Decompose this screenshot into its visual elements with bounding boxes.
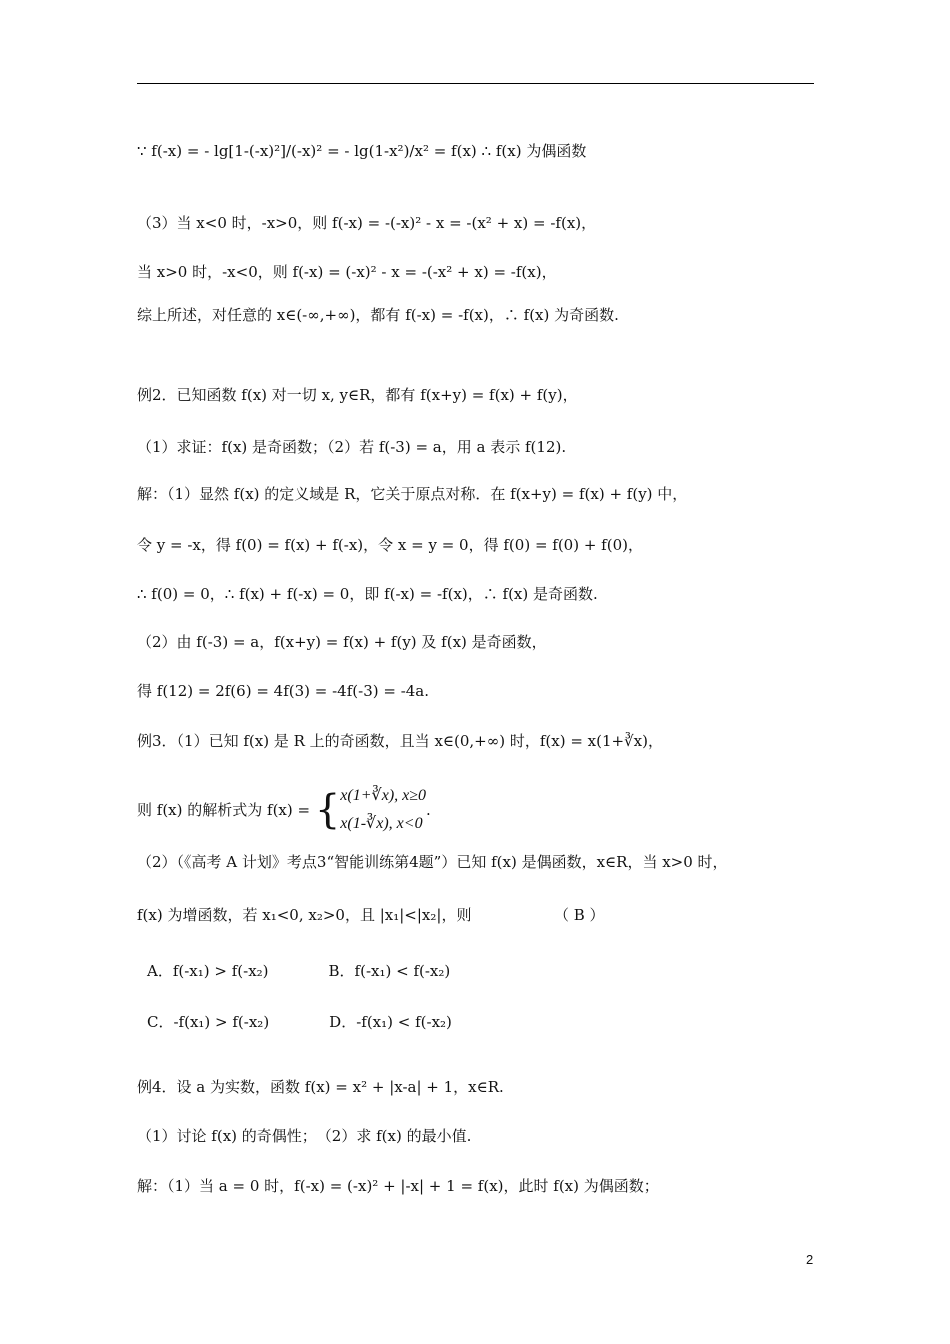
text-line: 得 f(12) = 2f(6) = 4f(3) = -4f(-3) = -4a. (137, 682, 430, 700)
text-line: ∵ f(-x) = - lg[1-(-x)²]/(-x)² = - lg(1-x²)/x² = f(x) ∴ f(x) 为偶函数 (137, 142, 587, 160)
text-line: （2）由 f(-3) = a，f(x+y) = f(x) + f(y) 及 f(x) 是奇函数， (137, 633, 547, 651)
piecewise-formula (137, 782, 431, 838)
text-line: f(x) 为增函数，若 x₁<0, x₂>0，且 |x₁|<|x₂|，则 （ B ） (137, 906, 605, 924)
example-4-title: 例4．设 a 为实数，函数 f(x) = x² + |x-a| + 1，x∈R. (137, 1078, 504, 1096)
example-3-title: 例3．（1）已知 f(x) 是 R 上的奇函数，且当 x∈(0,+∞) 时，f(x) = x(1+∛x)， (137, 732, 663, 750)
text-line: 解：（1）当 a = 0 时，f(-x) = (-x)² + |-x| + 1 = f(x)，此时 f(x) 为偶函数； (137, 1177, 659, 1195)
text-line: 当 x>0 时，-x<0，则 f(-x) = (-x)² - x = -(-x² + x) = -f(x)， (137, 263, 557, 281)
left-brace-icon: { (314, 787, 341, 833)
choices-cd: C．-f(x₁) > f(-x₂) D．-f(x₁) < f(-x₂) (147, 1013, 452, 1031)
text-line: 令 y = -x，得 f(0) = f(x) + f(-x)，令 x = y = 0，得 f(0) = f(0) + f(0)， (137, 536, 643, 554)
choices-ab: A．f(-x₁) > f(-x₂) B．f(-x₁) < f(-x₂) (147, 962, 451, 980)
text-line: （3）当 x<0 时，-x>0，则 f(-x) = -(-x)² - x = -(x² + x) = -f(x)， (137, 214, 597, 232)
piecewise-case-1: x(1+∛x), x≥0 (340, 787, 427, 804)
text-line: （2）（《高考 A 计划》考点3“智能训练第4题”）已知 f(x) 是偶函数，x∈R，当 x>0 时， (137, 853, 728, 871)
piecewise-tail: . (426, 801, 431, 819)
page-number: 2 (806, 1252, 814, 1267)
example-2-title: 例2．已知函数 f(x) 对一切 x, y∈R，都有 f(x+y) = f(x) + f(y)， (137, 386, 578, 404)
text-line: （1）讨论 f(x) 的奇偶性； （2）求 f(x) 的最小值. (137, 1127, 472, 1145)
text-line: （1）求证：f(x) 是奇函数；（2）若 f(-3) = a，用 a 表示 f(12). (137, 438, 567, 456)
text-line: 综上所述，对任意的 x∈(-∞,+∞)，都有 f(-x) = -f(x)，∴ f(x) 为奇函数. (137, 306, 619, 324)
text-line: 解：（1）显然 f(x) 的定义域是 R，它关于原点对称．在 f(x+y) = f(x) + f(y) 中， (137, 485, 688, 503)
piecewise-cases (340, 782, 426, 838)
piecewise-case-2: x(1-∛x), x<0 (340, 815, 423, 832)
piecewise-lead: 则 f(x) 的解析式为 f(x) = (137, 801, 315, 819)
text-line: ∴ f(0) = 0，∴ f(x) + f(-x) = 0，即 f(-x) = -f(x)，∴ f(x) 是奇函数. (137, 585, 598, 603)
header-rule (137, 83, 814, 84)
